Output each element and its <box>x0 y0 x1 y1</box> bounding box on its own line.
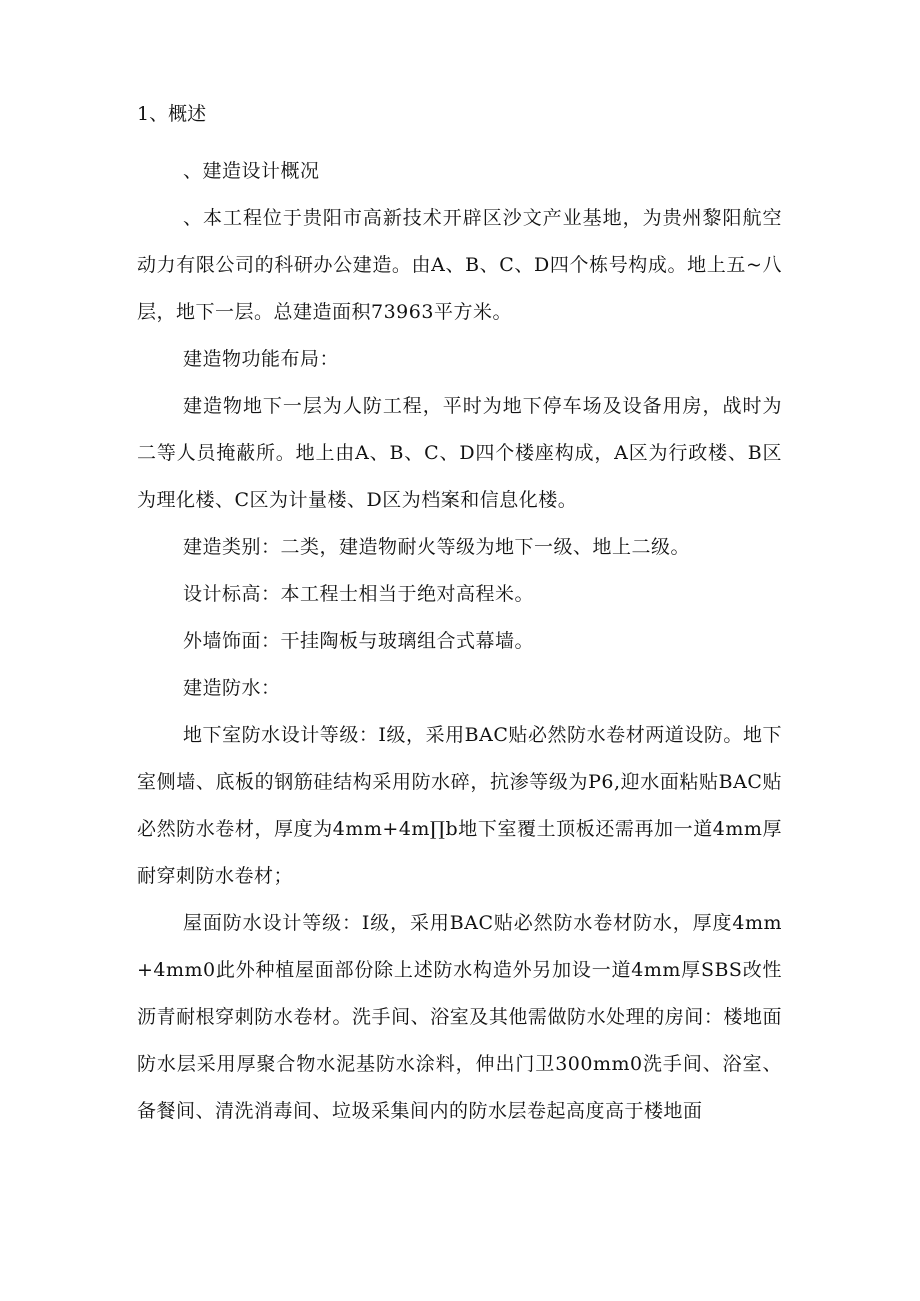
paragraph-function-layout-title: 建造物功能布局： <box>183 348 340 370</box>
document-body <box>137 148 782 1135</box>
paragraph-project-location: 、本工程位于贵阳市高新技术开辟区沙文产业基地，为贵州黎阳航空动力有限公司的科研办公建造。由A、B、C、D四个栋号构成。地上五~八层，地下一层。总建造面积73963平方米。 <box>137 207 782 323</box>
paragraph-roof-waterproof: 屋面防水设计等级：I级，采用BAC贴必然防水卷材防水，厚度4mm+4mm0此外种植屋面部份除上述防水构造外另加设一道4mm厚SBS改性沥青耐根穿刺防水卷材。洗手间、浴室及其他需做防水处理的房间：楼地面防水层采用厚聚合物水泥基防水涂料，伸出门卫300mm0洗手间、浴室、备餐间、清洗消毒间、垃圾采集间内的防水层卷起高度高于楼地面 <box>137 912 782 1122</box>
section-heading: 1、概述 <box>137 103 207 125</box>
paragraph-design-overview: 、建造设计概况 <box>183 160 320 182</box>
paragraph-facade: 外墙饰面：干挂陶板与玻璃组合式幕墙。 <box>183 630 535 652</box>
paragraph-basement-waterproof: 地下室防水设计等级：I级，采用BAC贴必然防水卷材两道设防。地下室侧墙、底板的钢筋硅结构采用防水碎，抗渗等级为P6,迎水面粘贴BAC贴必然防水卷材，厚度为4mm+4m∏b地下室覆土顶板还需再加一道4mm厚耐穿刺防水卷材； <box>137 724 782 887</box>
paragraph-design-elevation: 设计标高：本工程士相当于绝对高程米。 <box>183 583 535 605</box>
paragraph-waterproof-title: 建造防水： <box>183 677 281 699</box>
paragraph-function-layout: 建造物地下一层为人防工程，平时为地下停车场及设备用房，战时为二等人员掩蔽所。地上由A、B、C、D四个楼座构成，A区为行政楼、B区为理化楼、C区为计量楼、D区为档案和信息化楼。 <box>137 395 782 511</box>
paragraph-building-category: 建造类别：二类，建造物耐火等级为地下一级、地上二级。 <box>183 536 691 558</box>
